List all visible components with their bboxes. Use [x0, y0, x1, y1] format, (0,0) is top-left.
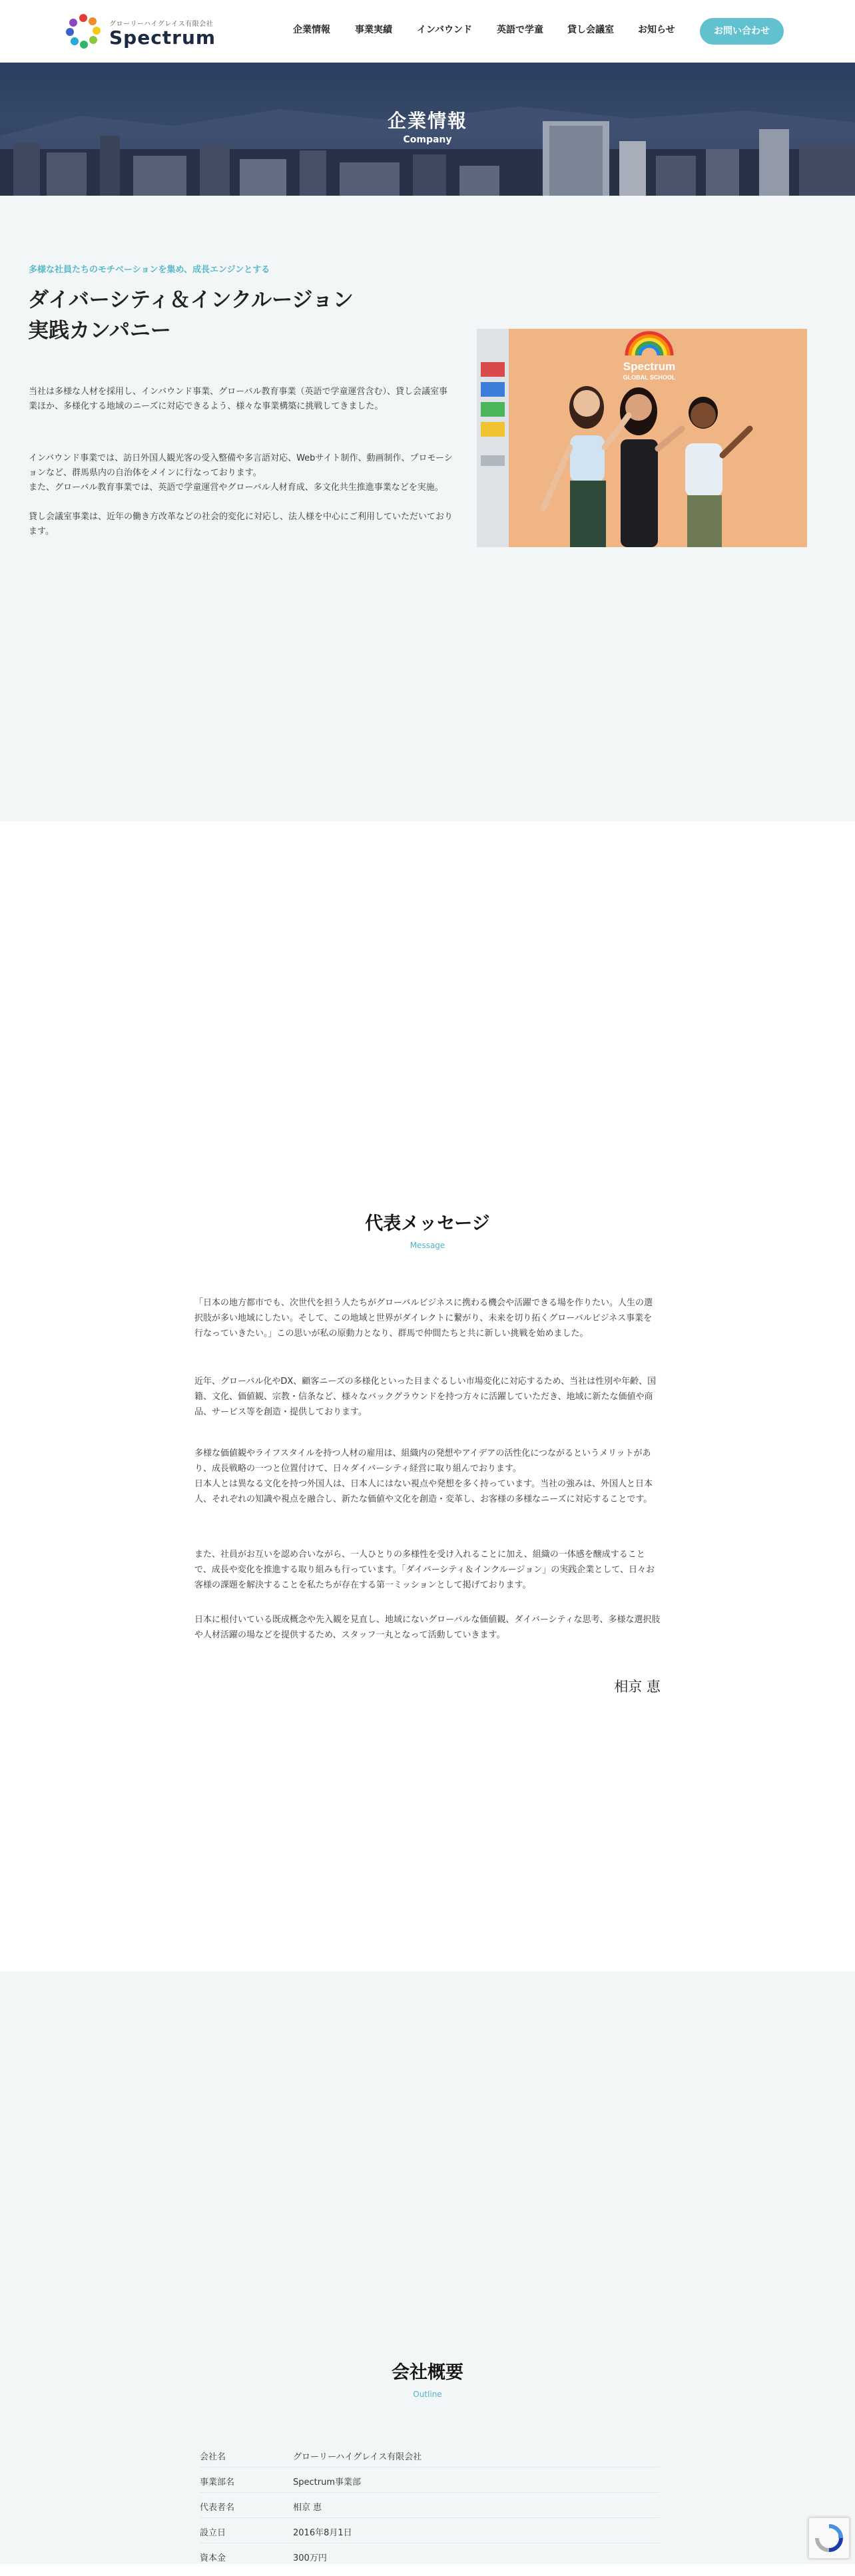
outline-label: 資本金: [200, 2553, 226, 2563]
diversity-paragraph-4: 貸し会議室事業は、近年の働き方改革などの社会的変化に対応し、法人様を中心にご利用していただいております。: [29, 512, 453, 537]
site-logo[interactable]: [65, 13, 218, 51]
outline-row: [200, 2475, 659, 2500]
message-paragraph-5: また、社員がお互いを認め合いながら、一人ひとりの多様性を受け入れることに加え、組織の一体感を醸成することで、成長や変化を推進する取り組みも行っています。「ダイバーシティ＆インクルージョン」の実践企業として、日々お客様の課題を解決することを私たちが存在する第一ミッションとして掲げております。: [194, 1550, 655, 1590]
recaptcha-icon: [809, 2518, 849, 2558]
nav-english-gakudo[interactable]: 英語で学童: [497, 25, 543, 35]
page-title: 企業情報: [387, 110, 467, 132]
diversity-paragraph-1: 当社は多様な人材を採用し、インバウンド事業、グローバル教育事業（英語で学童運営含む）、貸し会議室事業ほか、多様化する地域のニーズに対応できるよう、様々な事業構築に挑戦してきました。: [29, 387, 447, 411]
row-divider: [200, 2467, 659, 2468]
staff-photo-image: [477, 329, 807, 547]
site-header: [0, 0, 855, 63]
outline-label: 設立日: [200, 2528, 226, 2538]
diversity-title-line1: ダイバーシティ＆インクルージョン: [28, 288, 354, 312]
outline-row: [200, 2525, 659, 2551]
nav-results[interactable]: 事業実績: [355, 25, 392, 35]
contact-button[interactable]: お問い合わせ: [700, 18, 784, 45]
outline-row: [200, 2551, 659, 2576]
recaptcha-badge[interactable]: [808, 2517, 850, 2559]
diversity-title: [28, 285, 354, 346]
outline-value: 相京 恵: [293, 2503, 322, 2513]
message-paragraph-4: 日本人とは異なる文化を持つ外国人は、日本人にはない視点や発想を多く持っています。当社の強みは、外国人と日本人、それぞれの知識や視点を融合し、新たな価値や文化を創造・変革し、お客様の多様なニーズに対応することです。: [194, 1479, 653, 1504]
diversity-paragraph-2: インバウンド事業では、訪日外国人観光客の受入整備や多言語対応、Webサイト制作、動画制作、プロモーションなど、群馬県内の自治体をメインに行なっております。: [29, 453, 453, 478]
outline-label: 代表者名: [200, 2503, 235, 2513]
row-divider: [200, 2517, 659, 2518]
photo-sign-subtext: GLOBAL SCHOOL: [623, 374, 676, 381]
outline-row: [200, 2500, 659, 2525]
nav-company[interactable]: 企業情報: [293, 25, 330, 35]
row-divider: [200, 2492, 659, 2493]
nav-meeting-room[interactable]: 貸し会議室: [567, 25, 614, 35]
outline-subtitle: Outline: [413, 2390, 442, 2399]
diversity-title-line2: 実践カンパニー: [28, 319, 171, 343]
outline-value: グローリーハイグレイス有限会社: [293, 2452, 422, 2462]
message-title: 代表メッセージ: [365, 1213, 490, 1234]
message-subtitle: Message: [410, 1241, 445, 1250]
message-paragraph-2: 近年、グローバル化やDX、顧客ニーズの多様化といった目まぐるしい市場変化に対応するため、当社は性別や年齢、国籍、文化、価値観、宗教・信条など、様々なバックグラウンドを持つ方々に活躍していただき、地域に新たな価値や商品、サービス等を創造・提供しております。: [194, 1377, 657, 1417]
nav-news[interactable]: お知らせ: [638, 25, 675, 35]
hero-banner: [0, 63, 855, 196]
message-paragraph-1: 「日本の地方都市でも、次世代を担う人たちがグローバルビジネスに携わる機会や活躍できる場を作りたい。人生の選択肢が多い地域にしたい。そして、この地域と世界がダイレクトに繋がり、未来を切り拓くグローバルビジネス事業を行なっていきたい。」この思いが私の原動力となり、群馬で仲間たちと共に新しい挑戦を始めました。: [194, 1298, 653, 1339]
outline-value: 2016年8月1日: [293, 2528, 352, 2538]
staff-photo: [477, 329, 807, 547]
page-subtitle: Company: [403, 134, 452, 145]
message-paragraph-6: 日本に根付いている既成概念や先入観を見直し、地域にないグローバルな価値観、ダイバーシティな思考、多様な選択肢や人材活躍の場などを提供するため、スタッフ一丸となって活動していきます。: [194, 1615, 661, 1640]
nav-inbound[interactable]: インバウンド: [417, 25, 473, 35]
section-eyebrow: 多様な社員たちのモチベーションを集め、成長エンジンとする: [29, 265, 270, 275]
outline-label: 事業部名: [200, 2477, 235, 2487]
ceo-signature: 相京 恵: [614, 1679, 661, 1695]
outline-value: 300万円: [293, 2553, 327, 2563]
logo-company-name: グローリーハイグレイス有限会社: [109, 21, 214, 28]
diversity-paragraph-3: また、グローバル教育事業では、英語で学童運営やグローバル人材育成、多文化共生推進事業などを実施。: [29, 483, 443, 493]
logo-brand: Spectrum: [109, 27, 216, 49]
message-section: [0, 821, 855, 1972]
spectrum-logo-icon: [65, 13, 101, 49]
photo-sign-text: Spectrum: [623, 360, 676, 373]
outline-value: Spectrum事業部: [293, 2477, 361, 2487]
outline-row: [200, 2450, 659, 2475]
diversity-section: [0, 196, 855, 821]
outline-section: [0, 1972, 855, 2564]
outline-title: 会社概要: [392, 2362, 463, 2383]
message-paragraph-3: 多様な価値観やライフスタイルを持つ人材の雇用は、組織内の発想やアイデアの活性化につながるというメリットがあり、成長戦略の一つと位置付けて、日々ダイバーシティ経営に取り組んでおります。: [194, 1448, 651, 1474]
outline-label: 会社名: [200, 2452, 226, 2462]
